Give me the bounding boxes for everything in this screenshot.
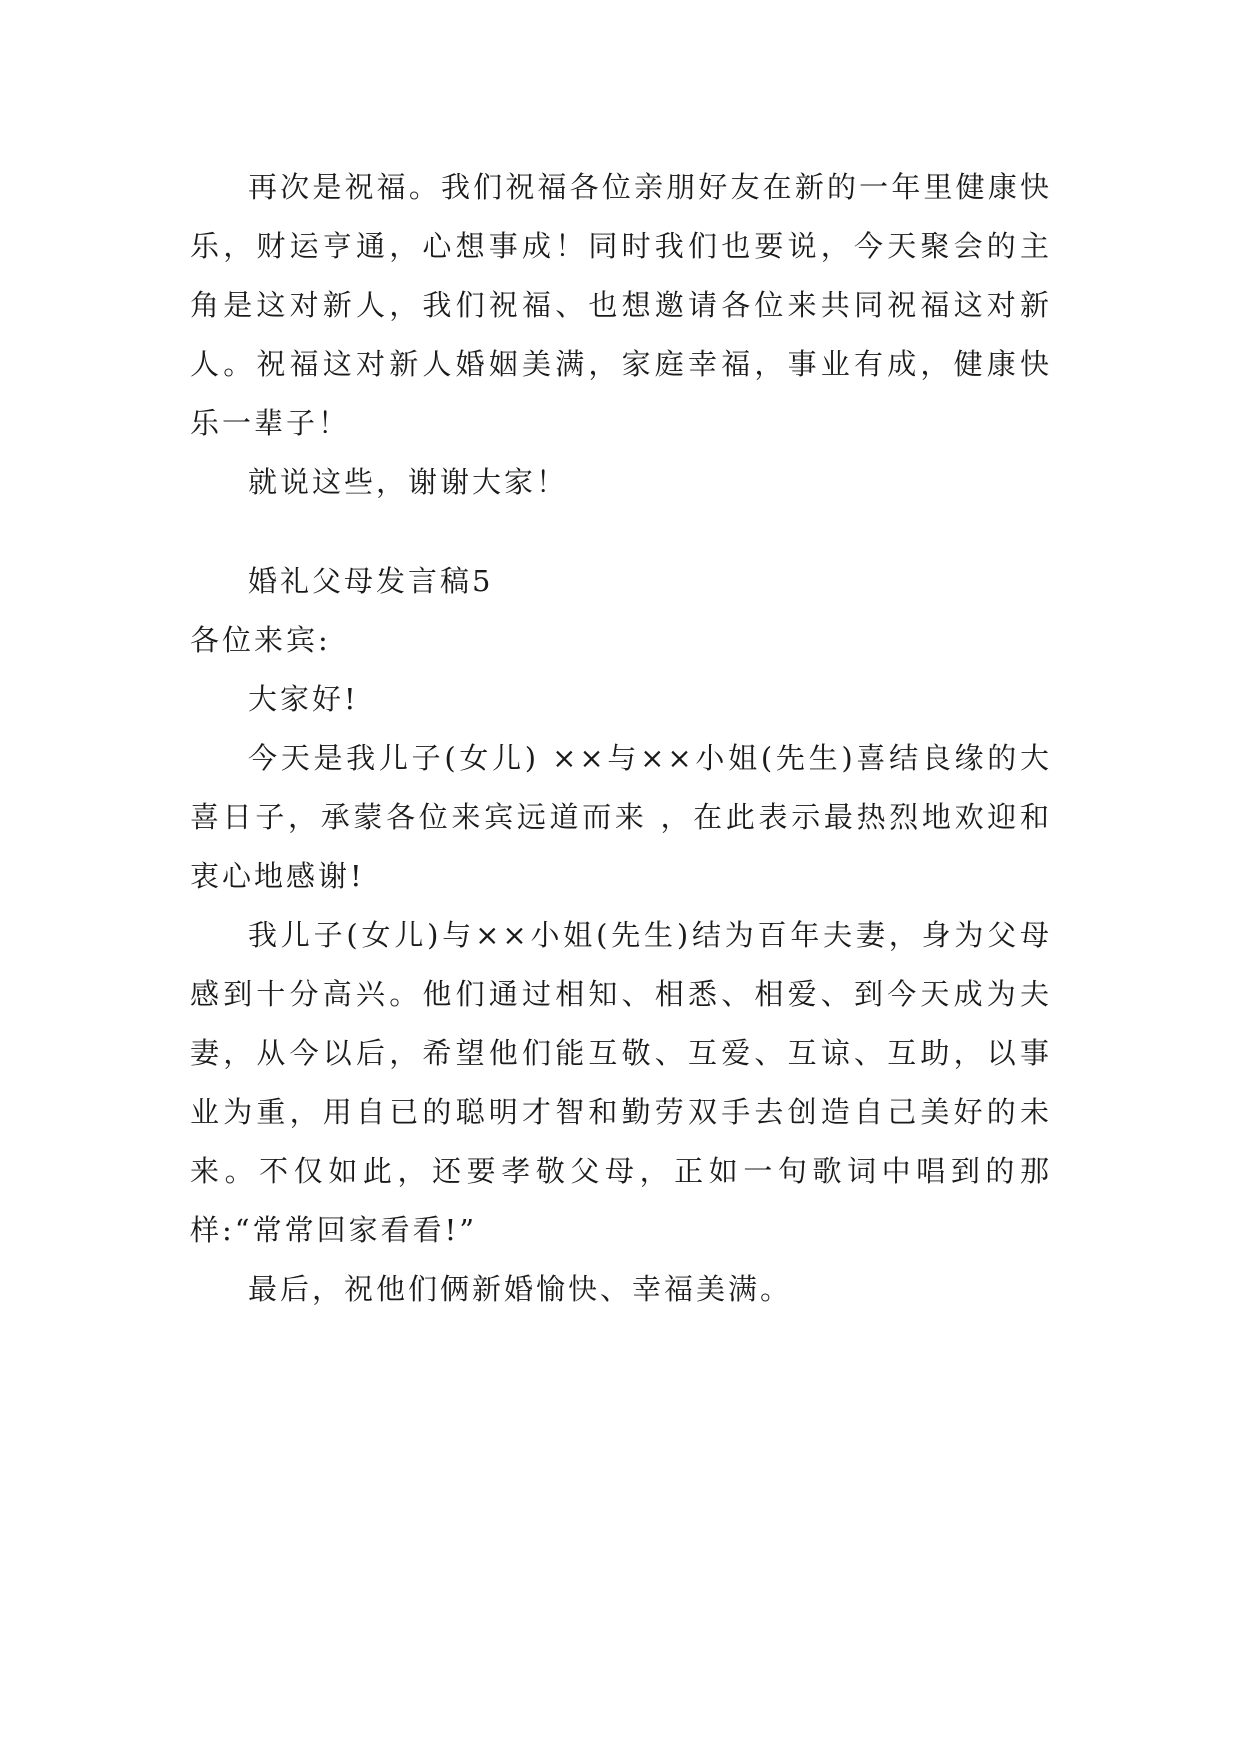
paragraph-thanks: 就说这些，谢谢大家！	[248, 465, 569, 499]
paragraph-greeting: 大家好!	[248, 682, 359, 716]
section-gap	[190, 512, 1052, 552]
paragraph-welcome: 今天是我儿子(女儿) ××与××小姐(先生)喜结良缘的大喜日子，承蒙各位来宾远道而来 ，在此表示最热烈地欢迎和衷心地感谢!	[190, 741, 1052, 893]
document-body	[190, 158, 1052, 1319]
paragraph-closing: 最后，祝他们俩新婚愉快、幸福美满。	[248, 1272, 793, 1306]
paragraph-blessing: 再次是祝福。我们祝福各位亲朋好友在新的一年里健康快乐，财运亨通，心想事成！同时我们也要说，今天聚会的主角是这对新人，我们祝福、也想邀请各位来共同祝福这对新人。祝福这对新人婚姻美满，家庭幸福，事业有成，健康快乐一辈子！	[190, 170, 1052, 440]
paragraph-wishes: 我儿子(女儿)与××小姐(先生)结为百年夫妻，身为父母感到十分高兴。他们通过相知、相悉、相爱、到今天成为夫妻，从今以后，希望他们能互敬、互爱、互谅、互助，以事业为重，用自已的聪明才智和勤劳双手去创造自己美好的未来。不仅如此，还要孝敬父母，正如一句歌词中唱到的那样:“常常回家看看!”	[190, 918, 1052, 1247]
section-title: 婚礼父母发言稿5	[248, 564, 494, 598]
salutation: 各位来宾:	[190, 623, 331, 657]
